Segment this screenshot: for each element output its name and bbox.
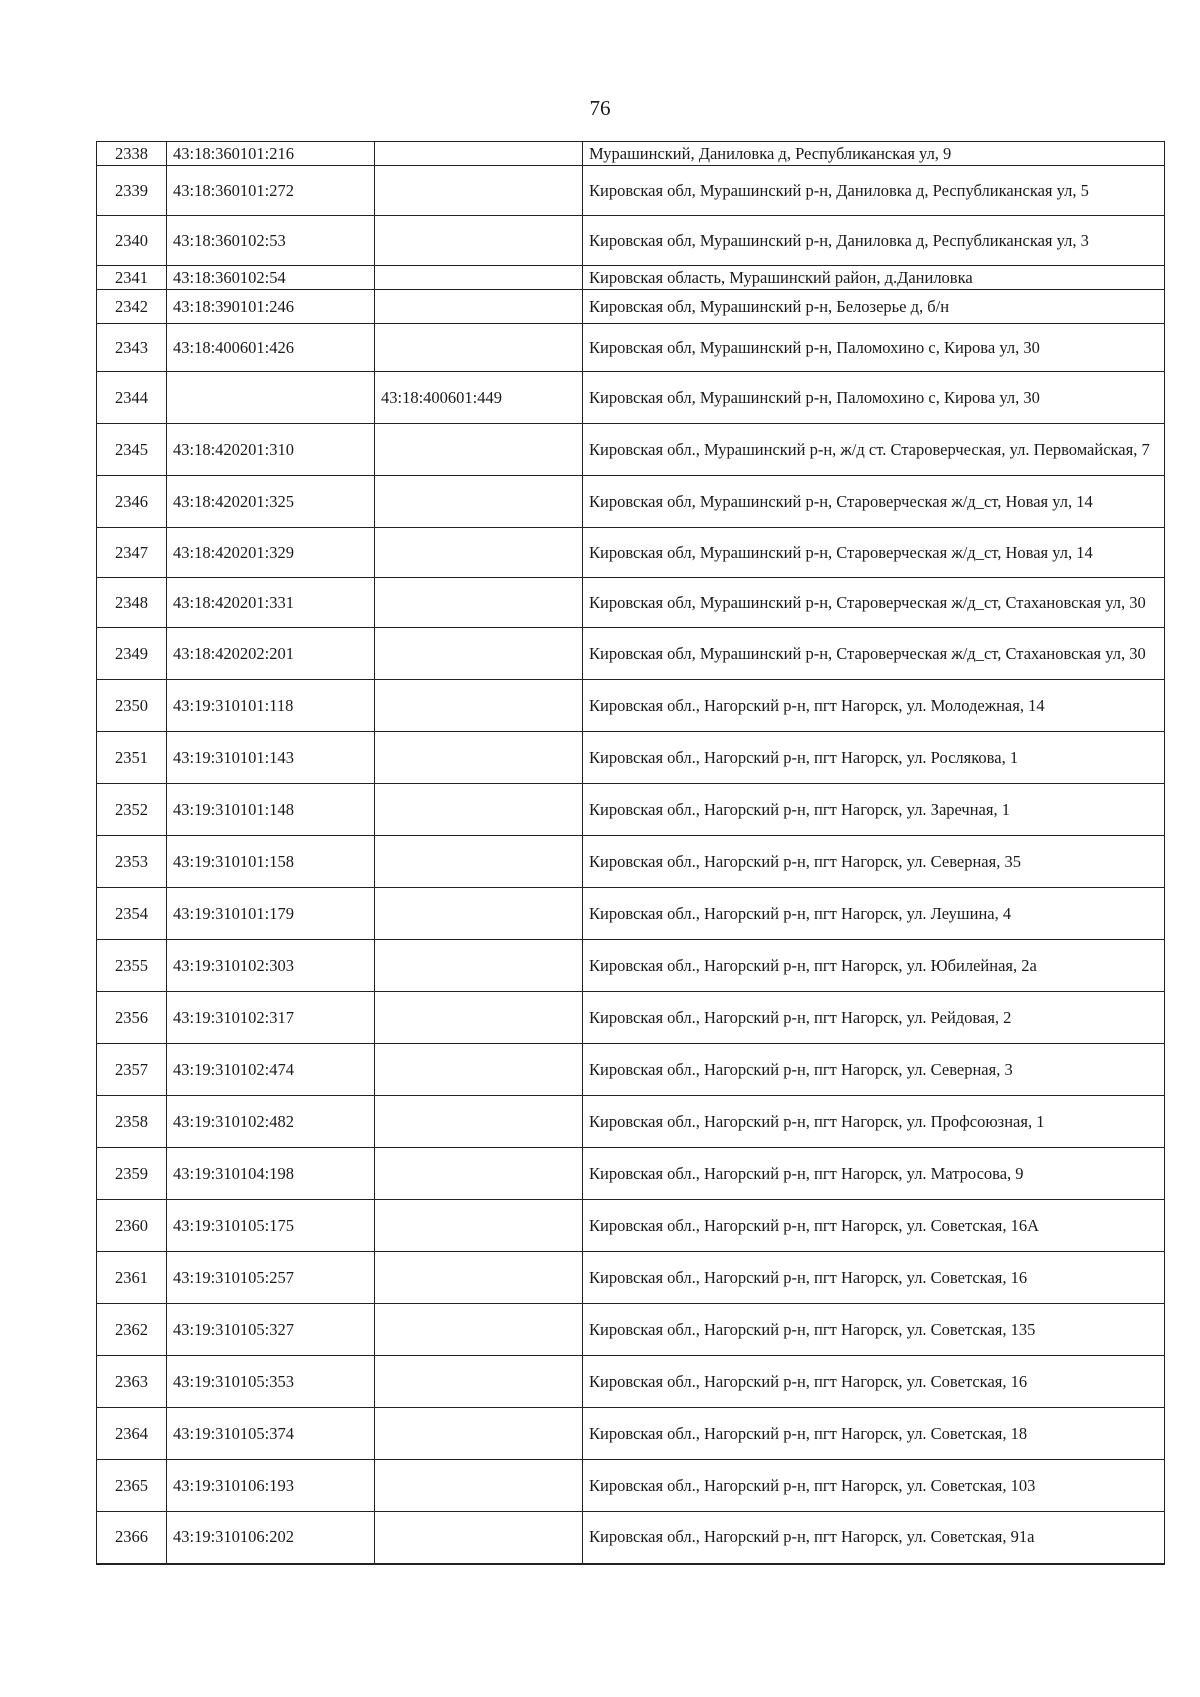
cadastral-number-alt (375, 1408, 583, 1460)
cadastral-number: 43:18:420201:325 (167, 476, 375, 528)
cadastral-number-alt (375, 476, 583, 528)
row-number: 2351 (97, 732, 167, 784)
row-number: 2354 (97, 888, 167, 940)
row-number: 2355 (97, 940, 167, 992)
row-number: 2353 (97, 836, 167, 888)
cadastral-number: 43:19:310101:143 (167, 732, 375, 784)
row-number: 2352 (97, 784, 167, 836)
cadastral-number-alt (375, 266, 583, 290)
row-number: 2364 (97, 1408, 167, 1460)
table-row (97, 1304, 1165, 1356)
address: Кировская обл, Мурашинский р-н, Староверческая ж/д_ст, Стахановская ул, 30 (583, 578, 1165, 628)
row-number: 2340 (97, 216, 167, 266)
cadastral-number-alt (375, 888, 583, 940)
table-row (97, 628, 1165, 680)
table-row (97, 216, 1165, 266)
cadastral-number: 43:19:310101:158 (167, 836, 375, 888)
row-number: 2347 (97, 528, 167, 578)
address: Кировская обл, Мурашинский р-н, Паломохино с, Кирова ул, 30 (583, 372, 1165, 424)
cadastral-number-alt (375, 680, 583, 732)
cadastral-number-alt (375, 290, 583, 324)
cadastral-number (167, 372, 375, 424)
table-row (97, 940, 1165, 992)
table-row (97, 1200, 1165, 1252)
row-number: 2362 (97, 1304, 167, 1356)
cadastral-number: 43:19:310105:353 (167, 1356, 375, 1408)
cadastral-number-alt (375, 836, 583, 888)
cadastral-number-alt (375, 166, 583, 216)
cadastral-number-alt (375, 528, 583, 578)
address: Кировская обл., Нагорский р-н, пгт Нагорск, ул. Заречная, 1 (583, 784, 1165, 836)
address: Кировская область, Мурашинский район, д.Даниловка (583, 266, 1165, 290)
cadastral-number: 43:19:310105:257 (167, 1252, 375, 1304)
table-row (97, 578, 1165, 628)
cadastral-number-alt (375, 1512, 583, 1564)
address: Кировская обл., Нагорский р-н, пгт Нагорск, ул. Северная, 35 (583, 836, 1165, 888)
table-row (97, 1356, 1165, 1408)
table-row (97, 888, 1165, 940)
cadastral-number-alt (375, 784, 583, 836)
registry-table-body (97, 142, 1165, 1564)
address: Кировская обл, Мурашинский р-н, Белозерье д, б/н (583, 290, 1165, 324)
table-row (97, 324, 1165, 372)
row-number: 2344 (97, 372, 167, 424)
row-number: 2350 (97, 680, 167, 732)
address: Кировская обл., Нагорский р-н, пгт Нагорск, ул. Советская, 16А (583, 1200, 1165, 1252)
table-row (97, 1044, 1165, 1096)
cadastral-number: 43:19:310105:175 (167, 1200, 375, 1252)
table-row (97, 1096, 1165, 1148)
table-row (97, 784, 1165, 836)
row-number: 2360 (97, 1200, 167, 1252)
cadastral-number: 43:18:390101:246 (167, 290, 375, 324)
cadastral-number: 43:18:420201:310 (167, 424, 375, 476)
table-row (97, 166, 1165, 216)
address: Кировская обл., Нагорский р-н, пгт Нагорск, ул. Рослякова, 1 (583, 732, 1165, 784)
address: Кировская обл, Мурашинский р-н, Староверческая ж/д_ст, Новая ул, 14 (583, 476, 1165, 528)
cadastral-number: 43:18:420202:201 (167, 628, 375, 680)
table-row (97, 476, 1165, 528)
address: Кировская обл., Нагорский р-н, пгт Нагорск, ул. Матросова, 9 (583, 1148, 1165, 1200)
table-row (97, 372, 1165, 424)
row-number: 2343 (97, 324, 167, 372)
address: Кировская обл., Нагорский р-н, пгт Нагорск, ул. Советская, 16 (583, 1252, 1165, 1304)
address: Кировская обл., Нагорский р-н, пгт Нагорск, ул. Северная, 3 (583, 1044, 1165, 1096)
cadastral-number: 43:19:310105:327 (167, 1304, 375, 1356)
cadastral-number: 43:18:400601:426 (167, 324, 375, 372)
table-row (97, 992, 1165, 1044)
address: Кировская обл., Нагорский р-н, пгт Нагорск, ул. Молодежная, 14 (583, 680, 1165, 732)
cadastral-number-alt (375, 1460, 583, 1512)
page-number: 76 (589, 96, 611, 120)
cadastral-number-alt (375, 732, 583, 784)
address: Кировская обл., Нагорский р-н, пгт Нагорск, ул. Рейдовая, 2 (583, 992, 1165, 1044)
row-number: 2363 (97, 1356, 167, 1408)
address: Кировская обл., Нагорский р-н, пгт Нагорск, ул. Леушина, 4 (583, 888, 1165, 940)
address: Кировская обл, Мурашинский р-н, Даниловка д, Республиканская ул, 5 (583, 166, 1165, 216)
address: Кировская обл., Нагорский р-н, пгт Нагорск, ул. Юбилейная, 2а (583, 940, 1165, 992)
row-number: 2342 (97, 290, 167, 324)
table-row (97, 1148, 1165, 1200)
cadastral-number: 43:19:310101:118 (167, 680, 375, 732)
address: Кировская обл., Нагорский р-н, пгт Нагорск, ул. Профсоюзная, 1 (583, 1096, 1165, 1148)
row-number: 2341 (97, 266, 167, 290)
cadastral-number-alt (375, 1200, 583, 1252)
cadastral-number-alt (375, 1044, 583, 1096)
cadastral-number-alt (375, 324, 583, 372)
cadastral-number: 43:19:310101:148 (167, 784, 375, 836)
table-row (97, 732, 1165, 784)
cadastral-number: 43:19:310102:482 (167, 1096, 375, 1148)
address: Кировская обл, Мурашинский р-н, Староверческая ж/д_ст, Стахановская ул, 30 (583, 628, 1165, 680)
address: Кировская обл., Нагорский р-н, пгт Нагорск, ул. Советская, 135 (583, 1304, 1165, 1356)
cadastral-number-alt (375, 628, 583, 680)
row-number: 2361 (97, 1252, 167, 1304)
cadastral-number: 43:18:420201:329 (167, 528, 375, 578)
table-row (97, 266, 1165, 290)
cadastral-number: 43:19:310104:198 (167, 1148, 375, 1200)
table-row (97, 142, 1165, 166)
table-row (97, 680, 1165, 732)
cadastral-number-alt (375, 1356, 583, 1408)
cadastral-number: 43:19:310101:179 (167, 888, 375, 940)
cadastral-number: 43:18:360102:54 (167, 266, 375, 290)
cadastral-number-alt (375, 1304, 583, 1356)
row-number: 2358 (97, 1096, 167, 1148)
cadastral-number-alt (375, 940, 583, 992)
address: Кировская обл., Нагорский р-н, пгт Нагорск, ул. Советская, 91а (583, 1512, 1165, 1564)
row-number: 2365 (97, 1460, 167, 1512)
cadastral-number-alt (375, 1148, 583, 1200)
table-row (97, 1460, 1165, 1512)
row-number: 2338 (97, 142, 167, 166)
address: Мурашинский, Даниловка д, Республиканская ул, 9 (583, 142, 1165, 166)
cadastral-number: 43:18:420201:331 (167, 578, 375, 628)
row-number: 2359 (97, 1148, 167, 1200)
table-row (97, 836, 1165, 888)
address: Кировская обл., Нагорский р-н, пгт Нагорск, ул. Советская, 18 (583, 1408, 1165, 1460)
cadastral-number: 43:19:310106:193 (167, 1460, 375, 1512)
row-number: 2357 (97, 1044, 167, 1096)
row-number: 2345 (97, 424, 167, 476)
cadastral-number: 43:18:360102:53 (167, 216, 375, 266)
address: Кировская обл, Мурашинский р-н, Даниловка д, Республиканская ул, 3 (583, 216, 1165, 266)
row-number: 2366 (97, 1512, 167, 1564)
row-number: 2349 (97, 628, 167, 680)
cadastral-number: 43:19:310102:474 (167, 1044, 375, 1096)
address: Кировская обл, Мурашинский р-н, Паломохино с, Кирова ул, 30 (583, 324, 1165, 372)
cadastral-number-alt (375, 216, 583, 266)
table-row (97, 1408, 1165, 1460)
table-row (97, 528, 1165, 578)
address: Кировская обл., Нагорский р-н, пгт Нагорск, ул. Советская, 103 (583, 1460, 1165, 1512)
cadastral-number-alt: 43:18:400601:449 (375, 372, 583, 424)
registry-table (96, 141, 1165, 1565)
cadastral-number-alt (375, 424, 583, 476)
cadastral-number: 43:19:310102:303 (167, 940, 375, 992)
cadastral-number-alt (375, 578, 583, 628)
cadastral-number: 43:18:360101:272 (167, 166, 375, 216)
cadastral-number-alt (375, 142, 583, 166)
table-row (97, 290, 1165, 324)
address: Кировская обл, Мурашинский р-н, Староверческая ж/д_ст, Новая ул, 14 (583, 528, 1165, 578)
table-row (97, 1512, 1165, 1564)
table-row (97, 1252, 1165, 1304)
address: Кировская обл., Нагорский р-н, пгт Нагорск, ул. Советская, 16 (583, 1356, 1165, 1408)
cadastral-number-alt (375, 1252, 583, 1304)
cadastral-number-alt (375, 1096, 583, 1148)
cadastral-number: 43:18:360101:216 (167, 142, 375, 166)
cadastral-number-alt (375, 992, 583, 1044)
address: Кировская обл., Мурашинский р-н, ж/д ст. Староверческая, ул. Первомайская, 7 (583, 424, 1165, 476)
row-number: 2339 (97, 166, 167, 216)
row-number: 2346 (97, 476, 167, 528)
row-number: 2356 (97, 992, 167, 1044)
cadastral-number: 43:19:310106:202 (167, 1512, 375, 1564)
table-row (97, 424, 1165, 476)
row-number: 2348 (97, 578, 167, 628)
cadastral-number: 43:19:310102:317 (167, 992, 375, 1044)
cadastral-number: 43:19:310105:374 (167, 1408, 375, 1460)
